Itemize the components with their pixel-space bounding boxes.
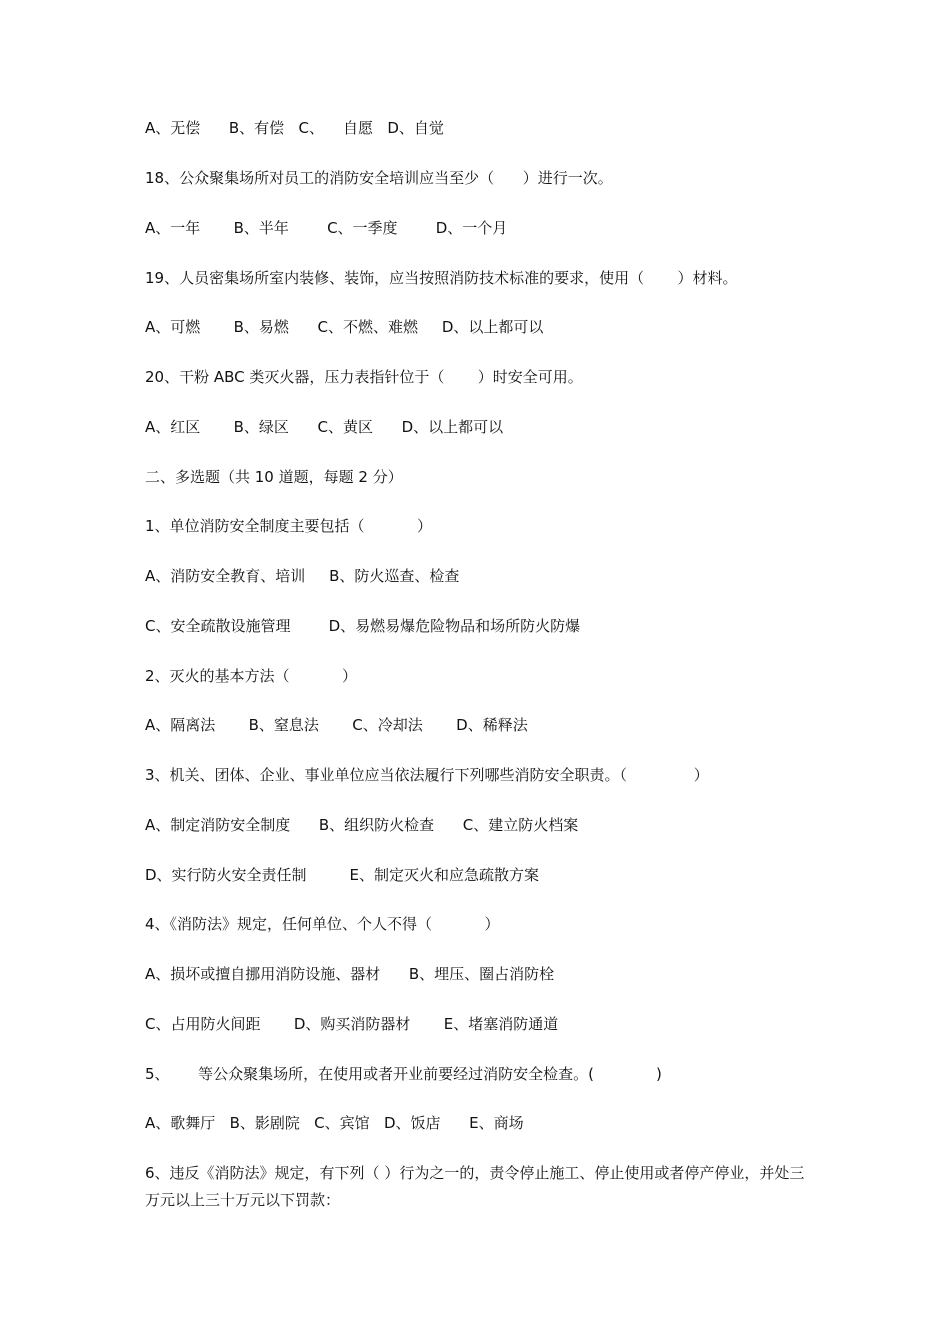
q20-question: 20、干粉 ABC 类灭火器，压力表指针位于（ ）时安全可用。 xyxy=(145,368,583,386)
mq1-options-ab: A、消防安全教育、培训 B、防火巡查、检查 xyxy=(145,567,460,585)
mq2-options: A、隔离法 B、窒息法 C、冷却法 D、稀释法 xyxy=(145,716,528,734)
q19-question: 19、人员密集场所室内装修、装饰，应当按照消防技术标准的要求，使用（ ）材料。 xyxy=(145,269,738,287)
q18-question: 18、公众聚集场所对员工的消防安全培训应当至少（ ）进行一次。 xyxy=(145,169,613,187)
q17-options: A、无偿 B、有偿 C、 自愿 D、自觉 xyxy=(145,119,444,137)
mq6-question: 6、违反《消防法》规定，有下列（ ）行为之一的，责令停止施工、停止使用或者停产停业，并处三万元以上三十万元以下罚款： xyxy=(145,1164,805,1209)
mq4-question: 4、《消防法》规定，任何单位、个人不得（ ） xyxy=(145,915,500,933)
mq4-options-cde: C、占用防火间距 D、购买消防器材 E、堵塞消防通道 xyxy=(145,1015,559,1033)
mq3-options-abc: A、制定消防安全制度 B、组织防火检查 C、建立防火档案 xyxy=(145,816,579,834)
q20-options: A、红区 B、绿区 C、黄区 D、以上都可以 xyxy=(145,418,504,436)
mq3-question: 3、机关、团体、企业、事业单位应当依法履行下列哪些消防安全职责。（ ） xyxy=(145,766,709,784)
mq1-options-cd: C、安全疏散设施管理 D、易燃易爆危险物品和场所防火防爆 xyxy=(145,617,581,635)
mq4-options-ab: A、损坏或擅自挪用消防设施、器材 B、埋压、圈占消防栓 xyxy=(145,965,555,983)
mq5-question: 5、 等公众聚集场所，在使用或者开业前要经过消防安全检查。( ) xyxy=(145,1065,662,1083)
mq3-options-de: D、实行防火安全责任制 E、制定灭火和应急疏散方案 xyxy=(145,866,539,884)
mq1-question: 1、单位消防安全制度主要包括（ ） xyxy=(145,517,432,535)
section-heading: 二、多选题（共 10 道题，每题 2 分） xyxy=(145,468,403,486)
mq5-options: A、歌舞厅 B、影剧院 C、宾馆 D、饭店 E、商场 xyxy=(145,1114,524,1132)
q19-options: A、可燃 B、易燃 C、不燃、难燃 D、以上都可以 xyxy=(145,318,544,336)
mq2-question: 2、灭火的基本方法（ ） xyxy=(145,667,357,685)
q18-options: A、一年 B、半年 C、一季度 D、一个月 xyxy=(145,219,508,237)
